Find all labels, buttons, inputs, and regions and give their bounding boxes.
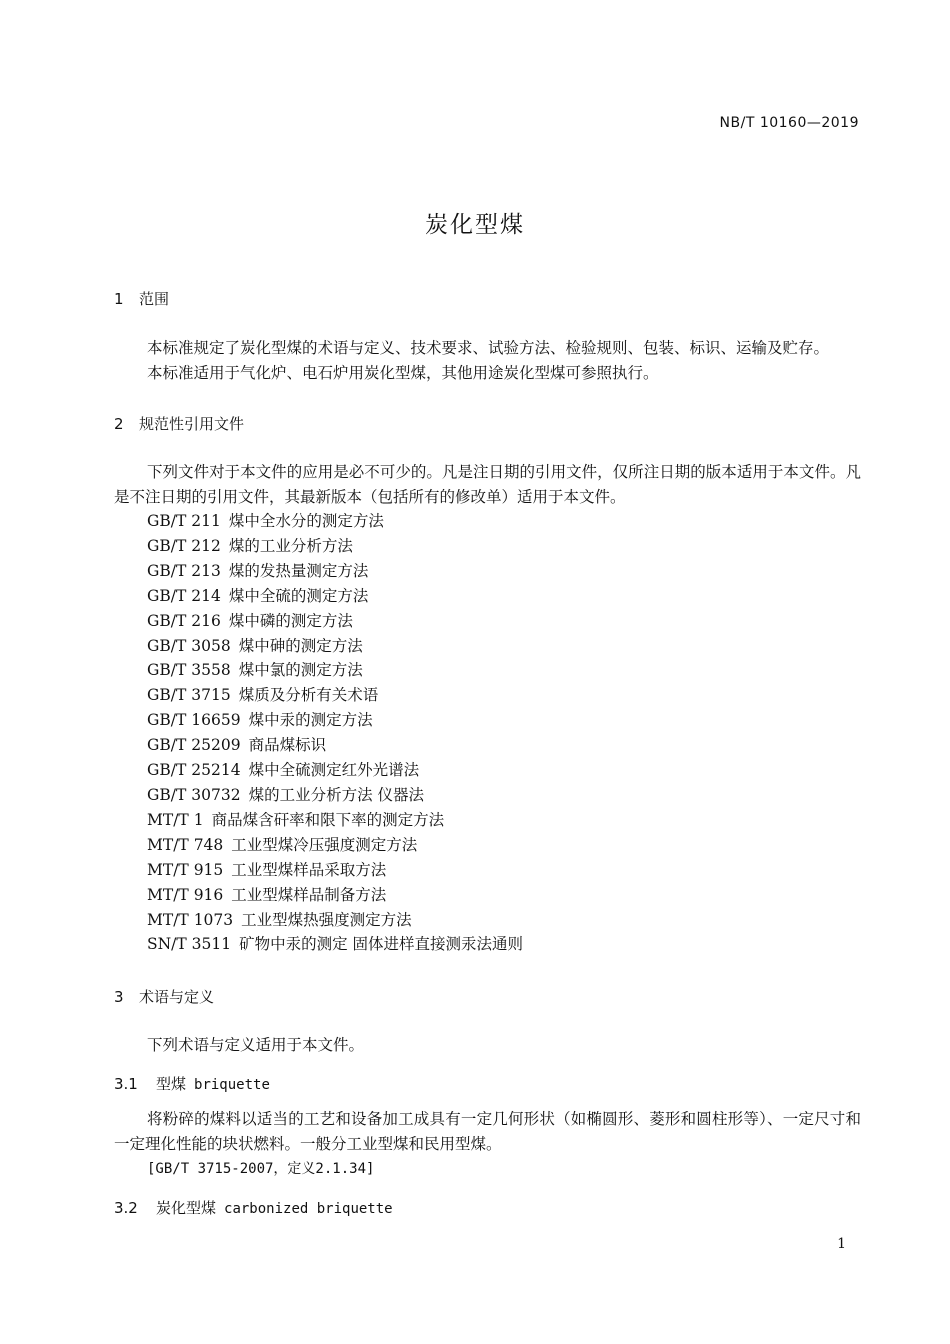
reference-item bbox=[147, 609, 523, 634]
section-title: 术语与定义 bbox=[139, 988, 215, 1006]
reference-item bbox=[147, 509, 523, 534]
reference-code: GB/T 16659 bbox=[147, 711, 241, 730]
reference-title: 商品煤含矸率和限下率的测定方法 bbox=[211, 810, 445, 829]
normative-references-list bbox=[147, 509, 523, 957]
reference-item bbox=[147, 733, 523, 758]
reference-title: 商品煤标识 bbox=[248, 736, 327, 755]
reference-item bbox=[147, 534, 523, 559]
term-name: 炭化型煤 bbox=[156, 1199, 217, 1217]
reference-item bbox=[147, 858, 523, 883]
reference-title: 煤中全硫测定红外光谱法 bbox=[248, 761, 420, 780]
reference-code: GB/T 25209 bbox=[147, 736, 241, 755]
section-number: 3 bbox=[114, 988, 124, 1006]
reference-code: GB/T 3715 bbox=[147, 686, 231, 705]
section-3-heading bbox=[114, 986, 214, 1007]
reference-code: SN/T 3511 bbox=[147, 935, 232, 954]
reference-item bbox=[147, 683, 523, 708]
reference-code: GB/T 3058 bbox=[147, 636, 231, 655]
section-title: 规范性引用文件 bbox=[139, 415, 245, 433]
document-title: 炭化型煤 bbox=[425, 212, 525, 238]
term-number: 3.1 bbox=[114, 1075, 138, 1093]
reference-title: 煤的发热量测定方法 bbox=[228, 561, 369, 580]
term-3-2-heading bbox=[114, 1197, 393, 1218]
reference-code: GB/T 211 bbox=[147, 512, 221, 530]
reference-item bbox=[147, 908, 523, 933]
reference-item bbox=[147, 833, 523, 858]
term-3-1-definition: 将粉碎的煤料以适当的工艺和设备加工成具有一定几何形状（如椭圆形、菱形和圆柱形等）、一定尺寸和一定理化性能的块状燃料。一般分工业型煤和民用型煤。 bbox=[114, 1110, 861, 1153]
section-1-heading bbox=[114, 288, 169, 309]
reference-title: 煤中全硫的测定方法 bbox=[228, 586, 369, 605]
reference-title: 煤中汞的测定方法 bbox=[248, 711, 373, 730]
reference-title: 矿物中汞的测定 固体进样直接测汞法通则 bbox=[239, 935, 524, 954]
section-2-intro: 下列文件对于本文件的应用是必不可少的。凡是注日期的引用文件，仅所注日期的版本适用于本文件。凡是不注日期的引用文件，其最新版本（包括所有的修改单）适用于本文件。 bbox=[114, 463, 861, 506]
reference-title: 煤中氯的测定方法 bbox=[238, 661, 363, 680]
reference-item bbox=[147, 658, 523, 683]
reference-title: 煤的工业分析方法 bbox=[228, 536, 353, 555]
term-number: 3.2 bbox=[114, 1199, 138, 1217]
term-english: carbonized briquette bbox=[224, 1201, 393, 1217]
reference-title: 煤质及分析有关术语 bbox=[238, 686, 379, 705]
section-1-paragraph-2: 本标准适用于气化炉、电石炉用炭化型煤，其他用途炭化型煤可参照执行。 bbox=[147, 364, 659, 382]
reference-code: GB/T 3558 bbox=[147, 661, 231, 680]
section-3-intro: 下列术语与定义适用于本文件。 bbox=[147, 1036, 365, 1054]
reference-code: MT/T 1073 bbox=[147, 910, 234, 929]
reference-title: 煤中砷的测定方法 bbox=[238, 636, 363, 655]
section-1-paragraph-1: 本标准规定了炭化型煤的术语与定义、技术要求、试验方法、检验规则、包装、标识、运输及贮存。 bbox=[147, 339, 830, 357]
reference-title: 煤的工业分析方法 仪器法 bbox=[248, 785, 425, 804]
reference-item bbox=[147, 559, 523, 584]
reference-item bbox=[147, 634, 523, 659]
reference-title: 工业型煤样品制备方法 bbox=[231, 885, 387, 904]
term-3-1-heading bbox=[114, 1073, 270, 1094]
reference-item bbox=[147, 783, 523, 808]
reference-code: GB/T 30732 bbox=[147, 785, 241, 804]
reference-code: MT/T 748 bbox=[147, 835, 224, 854]
section-2-heading bbox=[114, 413, 244, 434]
reference-title: 煤中全水分的测定方法 bbox=[228, 512, 384, 530]
reference-item bbox=[147, 758, 523, 783]
reference-code: MT/T 1 bbox=[147, 810, 204, 829]
reference-item bbox=[147, 808, 523, 833]
reference-title: 工业型煤热强度测定方法 bbox=[241, 910, 412, 929]
section-number: 1 bbox=[114, 290, 124, 308]
reference-code: GB/T 25214 bbox=[147, 761, 241, 780]
section-title: 范围 bbox=[139, 290, 170, 308]
reference-item bbox=[147, 708, 523, 733]
reference-title: 工业型煤冷压强度测定方法 bbox=[231, 835, 418, 854]
term-english: briquette bbox=[194, 1077, 270, 1093]
reference-item bbox=[147, 883, 523, 908]
reference-code: GB/T 216 bbox=[147, 611, 221, 630]
reference-code: MT/T 916 bbox=[147, 885, 224, 904]
section-number: 2 bbox=[114, 415, 124, 433]
reference-item bbox=[147, 584, 523, 609]
standard-code: NB/T 10160—2019 bbox=[719, 115, 859, 131]
reference-code: GB/T 212 bbox=[147, 536, 221, 555]
reference-code: GB/T 213 bbox=[147, 561, 221, 580]
reference-title: 工业型煤样品采取方法 bbox=[231, 860, 387, 879]
page-number: 1 bbox=[837, 1236, 846, 1252]
reference-title: 煤中磷的测定方法 bbox=[228, 611, 353, 630]
reference-code: GB/T 214 bbox=[147, 586, 221, 605]
term-3-1-source: [GB/T 3715-2007，定义2.1.34] bbox=[147, 1161, 375, 1177]
term-name: 型煤 bbox=[156, 1075, 187, 1093]
reference-code: MT/T 915 bbox=[147, 860, 224, 879]
reference-item bbox=[147, 932, 523, 957]
